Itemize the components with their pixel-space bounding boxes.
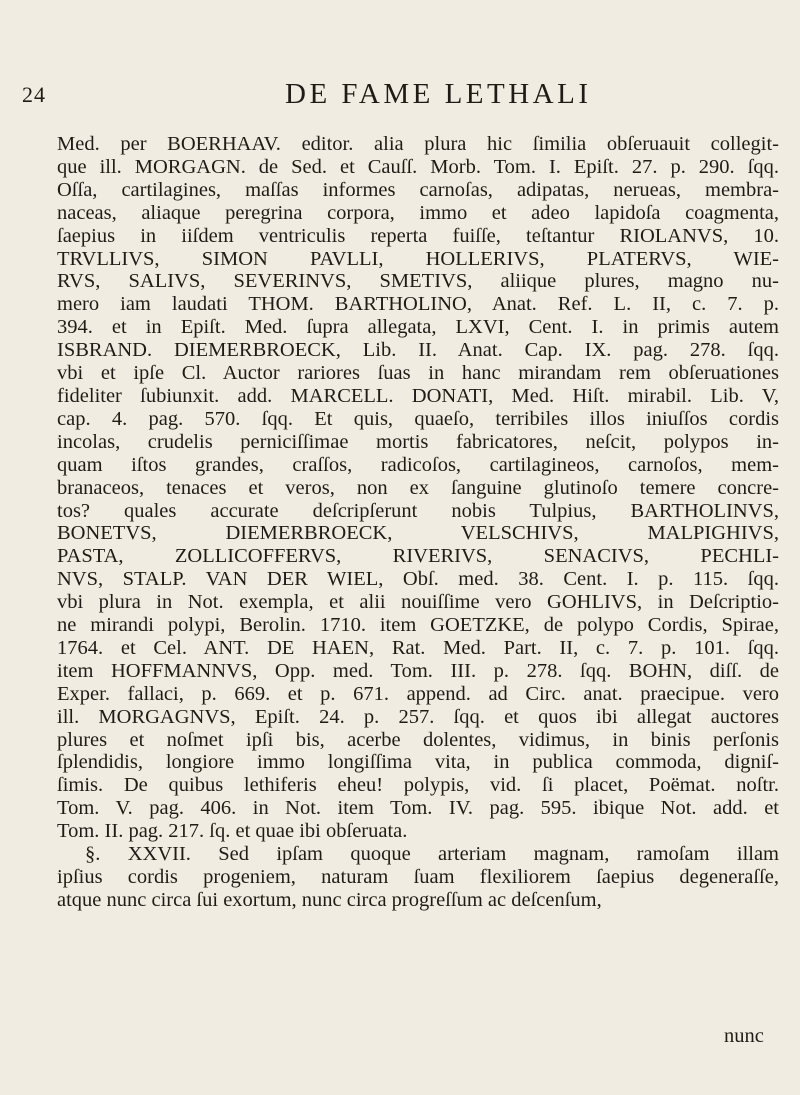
text-line: plures et noſmet ipſi bis, acerbe dolentes, vidimus, in binis perſonis bbox=[57, 728, 779, 751]
text-line: vbi plura in Not. exempla, et alii nouiſſime vero GOHLIVS, in Deſcriptio- bbox=[57, 591, 779, 614]
text-line: RVS, SALIVS, SEVERINVS, SMETIVS, aliique plures, magno nu- bbox=[57, 270, 779, 293]
text-line: Oſſa, cartilagines, maſſas informes carnoſas, adipatas, nerueas, membra- bbox=[57, 178, 779, 201]
text-line: ſplendidis, longiore immo longiſſima vita, in publica commoda, digniſ- bbox=[57, 751, 779, 774]
text-line: Tom. V. pag. 406. in Not. item Tom. IV. pag. 595. ibique Not. add. et bbox=[57, 797, 779, 820]
page-header bbox=[0, 78, 800, 116]
text-line: incolas, crudelis perniciſſimae mortis fabricatores, neſcit, polypos in- bbox=[57, 430, 779, 453]
text-line: NVS, STALP. VAN DER WIEL, Obſ. med. 38. Cent. I. p. 115. ſqq. bbox=[57, 568, 779, 591]
text-line: que ill. MORGAGN. de Sed. et Cauſſ. Morb. Tom. I. Epiſt. 27. p. 290. ſqq. bbox=[57, 155, 779, 178]
text-line: Med. per BOERHAAV. editor. alia plura hic ſimilia obſeruauit collegit- bbox=[57, 133, 779, 155]
text-line: tos? quales accurate deſcripſerunt nobis Tulpius, BARTHOLINVS, bbox=[57, 499, 779, 522]
text-line: ipſius cordis progeniem, naturam ſuam flexiliorem ſaepius degeneraſſe, bbox=[57, 866, 779, 888]
page-number: 24 bbox=[22, 82, 46, 107]
text-line: fideliter ſubiunxit. add. MARCELL. DONATI, Med. Hiſt. mirabil. Lib. V, bbox=[57, 384, 779, 407]
text-line: item HOFFMANNVS, Opp. med. Tom. III. p. 278. ſqq. BOHN, diſſ. de bbox=[57, 659, 779, 682]
text-line: ill. MORGAGNVS, Epiſt. 24. p. 257. ſqq. et quos ibi allegat auctores bbox=[57, 705, 779, 728]
text-line: ISBRAND. DIEMERBROECK, Lib. II. Anat. Cap. IX. pag. 278. ſqq. bbox=[57, 339, 779, 362]
text-line: ne mirandi polypi, Berolin. 1710. item GOETZKE, de polypo Cordis, Spirae, bbox=[57, 614, 779, 637]
text-line: quam iſtos grandes, craſſos, radicoſos, cartilagineos, carnoſos, mem- bbox=[57, 453, 779, 476]
text-line: Tom. II. pag. 217. ſq. et quae ibi obſeruata. bbox=[57, 820, 408, 843]
text-line: 394. et in Epiſt. Med. ſupra allegata, LXVI, Cent. I. in primis autem bbox=[57, 316, 779, 339]
text-line: Exper. fallaci, p. 669. et p. 671. append. ad Circ. anat. praecipue. vero bbox=[57, 682, 779, 705]
text-line: ſimis. De quibus lethiferis eheu! polypis, vid. ſi placet, Poëmat. noſtr. bbox=[57, 774, 779, 797]
text-line: PASTA, ZOLLICOFFERVS, RIVERIVS, SENACIVS, PECHLI- bbox=[57, 545, 779, 568]
text-line: atque nunc circa ſui exortum, nunc circa progreſſum ac deſcenſum, bbox=[57, 888, 602, 911]
text-line: naceas, aliaque peregrina corpora, immo et adeo lapidoſa coagmenta, bbox=[57, 201, 779, 224]
text-line: mero iam laudati THOM. BARTHOLINO, Anat. Ref. L. II, c. 7. p. bbox=[57, 293, 779, 316]
running-head: DE FAME LETHALI bbox=[285, 78, 592, 110]
text-line: branaceos, tenaces et veros, non ex ſanguine glutinoſo temere concre- bbox=[57, 476, 779, 499]
text-line: BONETVS, DIEMERBROECK, VELSCHIVS, MALPIGHIVS, bbox=[57, 522, 779, 545]
text-line: cap. 4. pag. 570. ſqq. Et quis, quaeſo, terribiles illos iniuſſos cordis bbox=[57, 407, 779, 430]
text-line: ſaepius in iiſdem ventriculis reperta fuiſſe, teſtantur RIOLANVS, 10. bbox=[57, 224, 779, 247]
text-line: vbi et ipſe Cl. Auctor rariores ſuas in hanc mirandam rem obſeruationes bbox=[57, 362, 779, 385]
catchword: nunc bbox=[724, 1025, 764, 1047]
text-line: TRVLLIVS, SIMON PAVLLI, HOLLERIVS, PLATERVS, WIE- bbox=[57, 247, 779, 270]
text-line: 1764. et Cel. ANT. DE HAEN, Rat. Med. Part. II, c. 7. p. 101. ſqq. bbox=[57, 636, 779, 659]
text-line: §. XXVII. Sed ipſam quoque arteriam magnam, ramoſam illam bbox=[85, 843, 779, 866]
body-text bbox=[57, 133, 779, 912]
